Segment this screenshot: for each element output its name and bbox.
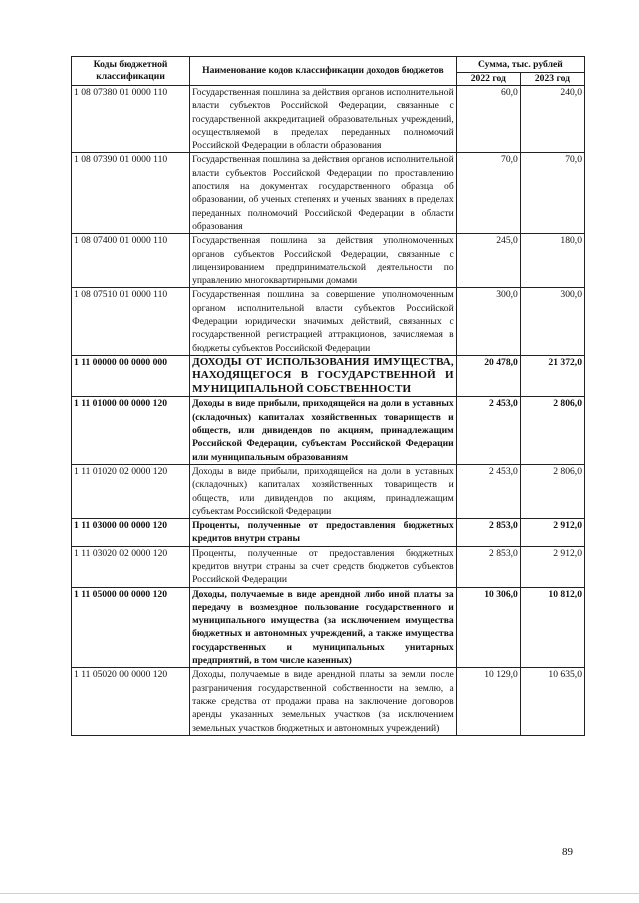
row-value-2022: 60,0	[456, 86, 520, 153]
row-value-2022: 10 306,0	[456, 587, 520, 668]
row-value-2023: 2 806,0	[520, 464, 584, 518]
row-value-2023: 2 912,0	[520, 546, 584, 587]
row-value-2022: 2 453,0	[456, 464, 520, 518]
row-value-2022: 2 853,0	[456, 546, 520, 587]
table-row	[72, 668, 585, 735]
row-name: Государственная пошлина за совершение уполномоченным органом исполнительной власти субъектов Российской Федерации юридически значимых действий, связанных с государственной регистрацией аттракционов, зачисляемая в бюджеты субъектов Российской Федерации	[190, 288, 457, 355]
row-code: 1 08 07510 01 0000 110	[72, 288, 190, 355]
row-name: Доходы, получаемые в виде арендной платы за земли после разграничения государственной собственности на землю, а также средства от продажи права на заключение договоров аренды указанных земельных участков (за исключением земельных участков бюджетных и автономных учреждений)	[190, 668, 457, 735]
table-row	[72, 86, 585, 153]
header-sum: Сумма, тыс. рублей	[456, 57, 584, 73]
row-name: Доходы в виде прибыли, приходящейся на доли в уставных (складочных) капиталах хозяйственных товариществ и обществ, или дивидендов по акциям, принадлежащим субъектам Российской Федерации	[190, 464, 457, 518]
table-row	[72, 234, 585, 288]
scan-edge-divider	[0, 893, 639, 894]
row-value-2023: 300,0	[520, 288, 584, 355]
row-code: 1 11 05000 00 0000 120	[72, 587, 190, 668]
row-value-2022: 70,0	[456, 153, 520, 234]
row-code: 1 11 03000 00 0000 120	[72, 519, 190, 547]
table-row	[72, 288, 585, 355]
table-row	[72, 546, 585, 587]
budget-revenue-table	[71, 56, 585, 736]
header-name: Наименование кодов классификации доходов бюджетов	[190, 57, 457, 86]
row-value-2022: 20 478,0	[456, 355, 520, 397]
row-name: Государственная пошлина за действия уполномоченных органов субъектов Российской Федерации, связанные с лицензированием предпринимательской деятельности по управлению многоквартирными домами	[190, 234, 457, 288]
table-row	[72, 519, 585, 547]
table-row	[72, 587, 585, 668]
row-name: Государственная пошлина за действия органов исполнительной власти субъектов Российской Федерации по проставлению апостиля на документах государственного образца об образовании, об ученых степенях и ученых званиях в пределах переданных полномочий Российской Федерации в области образования	[190, 153, 457, 234]
row-value-2023: 21 372,0	[520, 355, 584, 397]
row-value-2022: 300,0	[456, 288, 520, 355]
row-code: 1 11 05020 00 0000 120	[72, 668, 190, 735]
table-row	[72, 397, 585, 464]
row-code: 1 08 07380 01 0000 110	[72, 86, 190, 153]
row-name: Государственная пошлина за действия органов исполнительной власти субъектов Российской Федерации, связанные с государственной аккредитацией образовательных учреждений, осуществляемой в пределах переданных полномочий Российской Федерации в области образования	[190, 86, 457, 153]
row-value-2023: 70,0	[520, 153, 584, 234]
row-code: 1 08 07390 01 0000 110	[72, 153, 190, 234]
table-row	[72, 464, 585, 518]
page-number: 89	[562, 846, 573, 858]
header-code: Коды бюджетной классификации	[72, 57, 190, 86]
row-code: 1 08 07400 01 0000 110	[72, 234, 190, 288]
row-name: ДОХОДЫ ОТ ИСПОЛЬЗОВАНИЯ ИМУЩЕСТВА, НАХОДЯЩЕГОСЯ В ГОСУДАРСТВЕННОЙ И МУНИЦИПАЛЬНОЙ СОБСТВЕННОСТИ	[190, 355, 457, 397]
row-code: 1 11 01020 02 0000 120	[72, 464, 190, 518]
row-name: Доходы в виде прибыли, приходящейся на доли в уставных (складочных) капиталах хозяйственных товариществ и обществ, или дивидендов по акциям, принадлежащим Российской Федерации, субъектам Российской Федерации или муниципальным образованиям	[190, 397, 457, 464]
row-value-2022: 2 853,0	[456, 519, 520, 547]
row-value-2023: 2 806,0	[520, 397, 584, 464]
row-value-2022: 2 453,0	[456, 397, 520, 464]
row-code: 1 11 03020 02 0000 120	[72, 546, 190, 587]
row-value-2023: 10 812,0	[520, 587, 584, 668]
row-value-2023: 10 635,0	[520, 668, 584, 735]
header-year-2023: 2023 год	[520, 73, 584, 86]
row-value-2023: 240,0	[520, 86, 584, 153]
row-value-2023: 180,0	[520, 234, 584, 288]
row-name: Проценты, полученные от предоставления бюджетных кредитов внутри страны за счет средств бюджетов субъектов Российской Федерации	[190, 546, 457, 587]
row-value-2023: 2 912,0	[520, 519, 584, 547]
row-value-2022: 10 129,0	[456, 668, 520, 735]
row-code: 1 11 01000 00 0000 120	[72, 397, 190, 464]
row-name: Проценты, полученные от предоставления бюджетных кредитов внутри страны	[190, 519, 457, 547]
row-value-2022: 245,0	[456, 234, 520, 288]
table-row	[72, 355, 585, 397]
table-row	[72, 153, 585, 234]
row-name: Доходы, получаемые в виде арендной либо иной платы за передачу в возмездное пользование государственного и муниципального имущества (за исключением имущества бюджетных и автономных учреждений, а также имущества государственных и муниципальных унитарных предприятий, в том числе казенных)	[190, 587, 457, 668]
row-code: 1 11 00000 00 0000 000	[72, 355, 190, 397]
header-year-2022: 2022 год	[456, 73, 520, 86]
